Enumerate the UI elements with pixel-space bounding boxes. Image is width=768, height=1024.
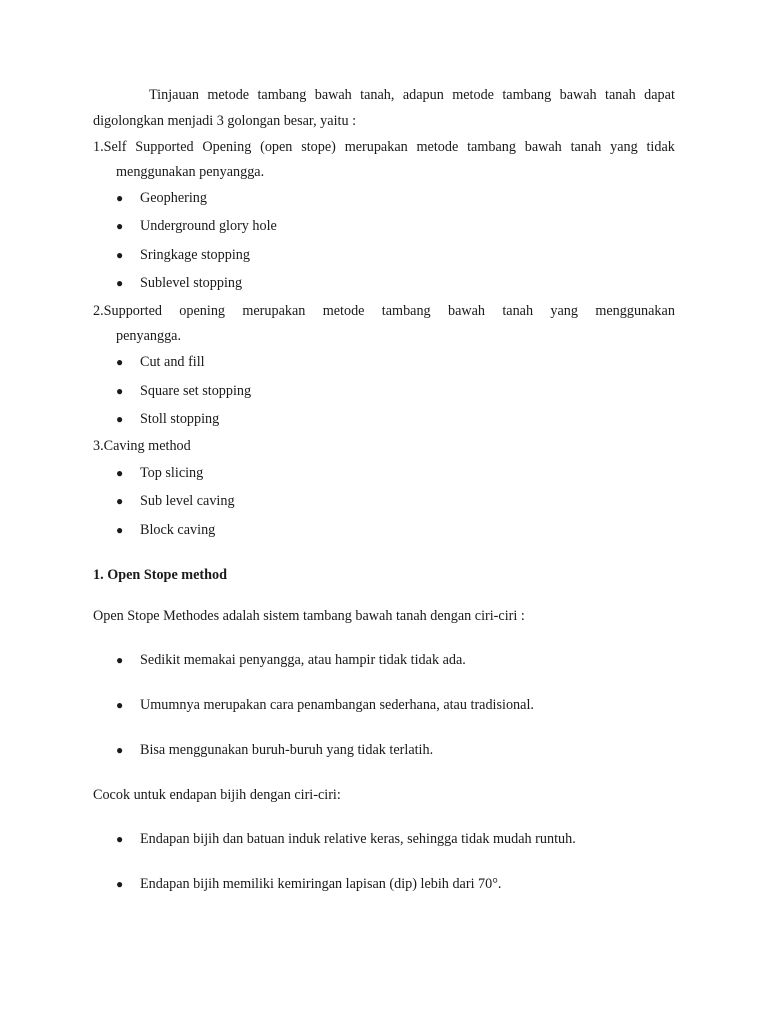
group-1-line-2: menggunakan penyangga. [116, 164, 265, 180]
bullet-icon: ● [116, 523, 124, 537]
list-item: ● Bisa menggunakan buruh-buruh yang tidak terlatih. [116, 742, 434, 758]
bullet-icon: ● [116, 219, 124, 233]
list-item: ● Top slicing [116, 465, 204, 481]
bullet-icon: ● [116, 877, 124, 891]
list-item: ● Square set stopping [116, 383, 252, 399]
bullet-icon: ● [116, 248, 124, 262]
list-item: ● Sringkage stopping [116, 247, 250, 263]
bullet-icon: ● [116, 384, 124, 398]
intro-line-1: Tinjauan metode tambang bawah tanah, adapun metode tambang bawah tanah dapat [149, 87, 675, 103]
list-item: ● Cut and fill [116, 354, 205, 370]
bullet-icon: ● [116, 276, 124, 290]
group-2-line-2: penyangga. [116, 328, 182, 344]
group-1-line-1: 1.Self Supported Opening (open stope) merupakan metode tambang bawah tanah yang tidak [93, 139, 675, 155]
list-item: ● Sub level caving [116, 493, 235, 509]
group-2-line-1: 2.Supported opening merupakan metode tambang bawah tanah yang menggunakan [93, 303, 675, 319]
section-intro: Open Stope Methodes adalah sistem tambang bawah tanah dengan ciri-ciri : [93, 608, 525, 624]
list-item: ● Sedikit memakai penyangga, atau hampir tidak tidak ada. [116, 652, 466, 668]
list-item: ● Block caving [116, 522, 216, 538]
bullet-icon: ● [116, 698, 124, 712]
bullet-icon: ● [116, 494, 124, 508]
group-3-line-1: 3.Caving method [93, 438, 191, 454]
bullet-icon: ● [116, 191, 124, 205]
bullet-icon: ● [116, 355, 124, 369]
list-item: ● Endapan bijih memiliki kemiringan lapisan (dip) lebih dari 70°. [116, 876, 502, 892]
bullet-icon: ● [116, 832, 124, 846]
list-item: ● Endapan bijih dan batuan induk relative keras, sehingga tidak mudah runtuh. [116, 831, 576, 847]
intro-line-2: digolongkan menjadi 3 golongan besar, yaitu : [93, 113, 357, 129]
list-item: ● Umumnya merupakan cara penambangan sederhana, atau tradisional. [116, 697, 534, 713]
bullet-icon: ● [116, 466, 124, 480]
bullet-icon: ● [116, 743, 124, 757]
suitable-intro: Cocok untuk endapan bijih dengan ciri-ciri: [93, 787, 341, 803]
list-item: ● Sublevel stopping [116, 275, 243, 291]
list-item: ● Underground glory hole [116, 218, 277, 234]
bullet-icon: ● [116, 412, 124, 426]
bullet-icon: ● [116, 653, 124, 667]
list-item: ● Geophering [116, 190, 207, 206]
list-item: ● Stoll stopping [116, 411, 220, 427]
section-heading: 1. Open Stope method [93, 567, 228, 583]
